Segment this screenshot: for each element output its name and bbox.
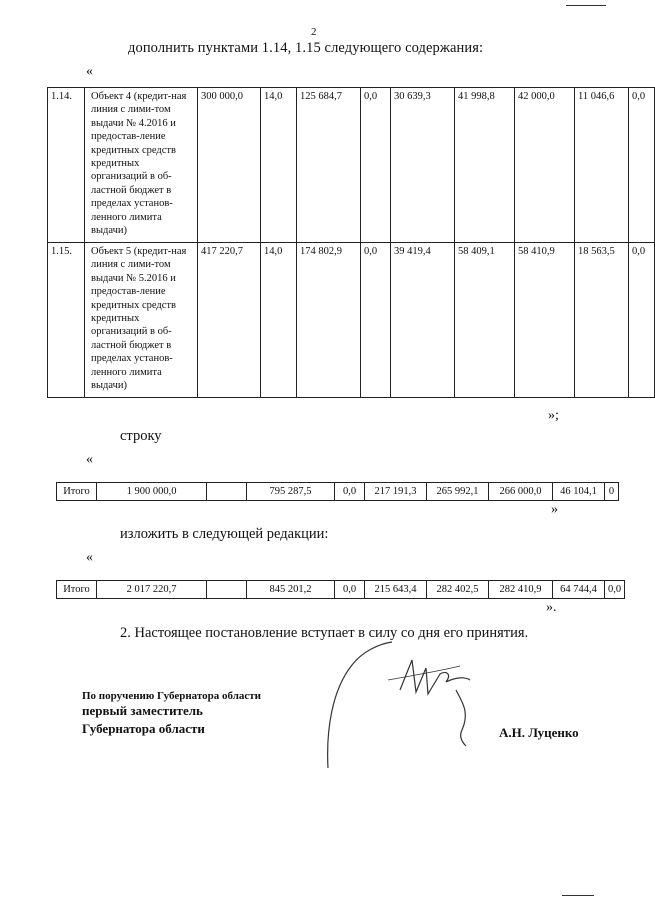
cell-value: 0,0 [605, 581, 625, 599]
cell-value: 125 684,7 [297, 88, 361, 243]
page-number: 2 [311, 26, 317, 38]
total-label: Итого [57, 581, 97, 599]
intro-text: дополнить пунктами 1.14, 1.15 следующего содержания: [128, 40, 484, 56]
cell-value: 2 017 220,7 [97, 581, 207, 599]
cell-value [207, 483, 247, 501]
cell-value: 41 998,8 [455, 88, 515, 243]
replace-instruction: изложить в следующей редакции: [120, 526, 329, 542]
new-total-row [56, 580, 625, 599]
cell-value: 14,0 [261, 243, 297, 398]
handwritten-signature [300, 640, 500, 775]
cell-value: 0,0 [361, 243, 391, 398]
amendment-table [47, 87, 655, 398]
cell-value: 795 287,5 [247, 483, 335, 501]
table-row [57, 581, 625, 599]
table-row [48, 243, 655, 398]
cell-value [207, 581, 247, 599]
cell-value: 282 410,9 [489, 581, 553, 599]
total-label: Итого [57, 483, 97, 501]
open-quote: « [86, 452, 93, 467]
cell-value: 42 000,0 [515, 88, 575, 243]
cell-value: 30 639,3 [391, 88, 455, 243]
cell-value: 174 802,9 [297, 243, 361, 398]
close-quote: » [551, 502, 558, 517]
cell-value: 266 000,0 [489, 483, 553, 501]
cell-value: 0,0 [335, 581, 365, 599]
open-quote: « [86, 64, 93, 79]
cell-value: 46 104,1 [553, 483, 605, 501]
cell-value: 0,0 [361, 88, 391, 243]
cell-value: 265 992,1 [427, 483, 489, 501]
cell-value: 300 000,0 [198, 88, 261, 243]
signatory-name: А.Н. Луценко [499, 725, 579, 740]
old-total-row [56, 482, 619, 501]
cell-value: 18 563,5 [575, 243, 629, 398]
signature-line-2: первый заместитель [82, 703, 203, 718]
signature-line-3: Губернатора области [82, 721, 205, 736]
cell-value: 0 [605, 483, 619, 501]
cell-value: 58 410,9 [515, 243, 575, 398]
point-2: 2. Настоящее постановление вступает в силу со дня его принятия. [120, 625, 529, 641]
row-number: 1.15. [48, 243, 85, 398]
cell-value: 282 402,5 [427, 581, 489, 599]
cell-value: 1 900 000,0 [97, 483, 207, 501]
table-row [48, 88, 655, 243]
cell-value: 417 220,7 [198, 243, 261, 398]
word-row: строку [120, 428, 162, 444]
scan-mark-top [566, 5, 606, 6]
row-number: 1.14. [48, 88, 85, 243]
cell-value: 39 419,4 [391, 243, 455, 398]
cell-value: 64 744,4 [553, 581, 605, 599]
object-description: Объект 4 (кредит-ная линия с лими-том выдачи № 4.2016 и предостав-ление кредитных средств кредитных организаций в об-ластной бюджет в пределах установ-ленного лимита выдачи) [85, 88, 198, 243]
cell-value: 58 409,1 [455, 243, 515, 398]
close-quote-semicolon: »; [548, 408, 559, 423]
cell-value: 215 643,4 [365, 581, 427, 599]
table-row [57, 483, 619, 501]
open-quote: « [86, 550, 93, 565]
cell-value: 0,0 [335, 483, 365, 501]
cell-value: 14,0 [261, 88, 297, 243]
cell-value: 845 201,2 [247, 581, 335, 599]
cell-value: 0,0 [629, 243, 655, 398]
cell-value: 217 191,3 [365, 483, 427, 501]
signature-line-1: По поручению Губернатора области [82, 690, 262, 702]
cell-value: 11 046,6 [575, 88, 629, 243]
cell-value: 0,0 [629, 88, 655, 243]
scan-mark-bottom [562, 895, 594, 896]
object-description: Объект 5 (кредит-ная линия с лими-том выдачи № 5.2016 и предостав-ление кредитных средств кредитных организаций в об-ластной бюджет в пределах установ-ленного лимита выдачи) [85, 243, 198, 398]
close-quote-period: ». [546, 600, 557, 615]
